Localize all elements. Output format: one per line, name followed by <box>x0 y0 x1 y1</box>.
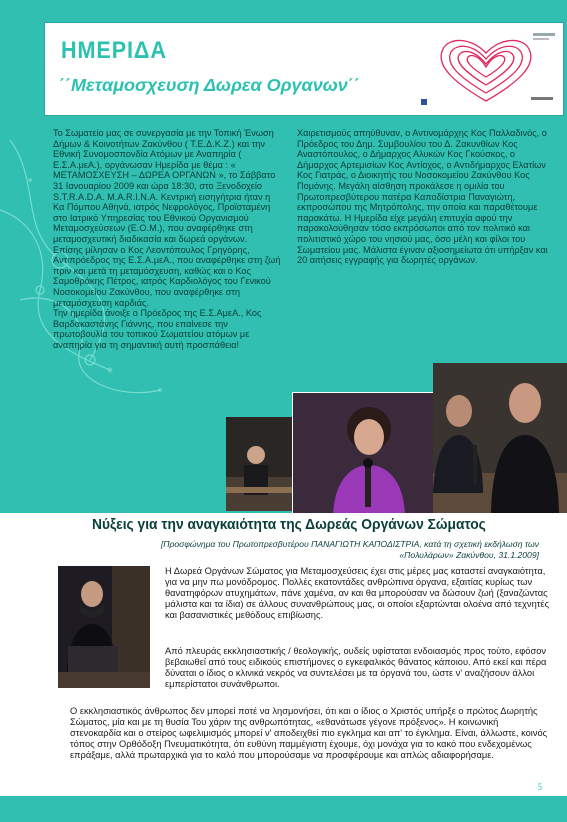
bottom-band <box>0 796 567 822</box>
fingerprint-heart-poster <box>413 27 559 111</box>
intro-paragraph: Την ημερίδα άνοιξε ο Πρόεδρος της Ε.Σ.ΑμεΑ., Κος Βαρδακαστάνης Γιάννης, που επαίνεσε την πρωτοβουλία του τοπικού Σωματείου ατόμων με αναπηρία για τη σημαντική αυτή προσπάθεια! <box>53 308 262 350</box>
header-banner <box>44 22 564 116</box>
page-number: 5 <box>537 782 542 792</box>
intro-paragraph: Επίσης μίλησαν ο Κος Λεοντόπουλος Γρηγόρης, Αντιπρόεδρος της Ε.Σ.Α.μεΑ., που αναφέρθηκε στη ζωή πριν και μετά τη μεταμόσχευση, καθώς και ο Κος Σαμοθράκης Πέτρος, ιατρός Καρδιολόγος του Γενικού Νοσοκομείου Ζακύνθου, που αναφέρθηκε στη μεταμόσχευση καρδιάς. <box>53 244 281 308</box>
page-title: ΗΜΕΡΙΔΑ <box>61 37 167 64</box>
intro-paragraph: Χαιρετισμούς απηύθυναν, ο Αντινομάρχης Κος Παλλαδινός, ο Πρόεδρος του Δημ. Συμβουλίου του Δ. Ζακυνθίων Κος Αναστόπουλος, ο Δήμαρχος Αλυκών Κος Γκούσκος, ο Δήμαρχος Αρτεμισίων Κος Αντίοχος, ο Αντιδήμαρχος Ελατίων Κος Γιατράς, ο Διοικητής του Νοσοκομείου Ζακύνθου Κος Πομόνης. Μεγάλη αίσθηση προκάλεσε η ομιλία του Πρωτοπρεσβύτερου πατέρα Καποδίστρια Παναγιώτη, εκπροσώπου της Μητρόπολης, την οποία και παραθέτουμε παρακάτω. Η Ημερίδα είχε μεγάλη επιτυχία αφού την παρακολούθησαν τόσο εκπρόσωποι από τον πολιτικό και πολιτιστικό χώρο του νησιού μας, όσο μέλη και φίλοι του Σωματείου μας. Μάλιστα έγιναν αξιοσημείωτα ότι υπήρξαν και 20 αιτήσεις εγγραφής για δωρητές οργάνων. <box>297 128 548 266</box>
article-caption: [Προσφώνημα του Πρωτοπρεσβυτέρου ΠΑΝΑΓΙΩΤΗ ΚΑΠΟΔΙΣΤΡΙΑ, κατά τη σχετική εκδήλωση των «Πολυλάρων» Ζακύνθου, 31.1.2009] <box>160 539 539 560</box>
intro-left-column <box>53 128 281 350</box>
article-title: Νύξεις για την αναγκαιότητα της Δωρεάς Οργάνων Σώματος <box>92 516 486 533</box>
article-paragraph: Η Δωρεά Οργάνων Σώματος για Μεταμοσχεύσεις έχει στις μέρες μας καταστεί αναγκαιότητα, για να μην πω μονόδρομος. Πολλές εκατοντάδες ανθρώπινα όργανα, εξαιτίας κυρίως των θανατηφόρων ατυχημάτων, πάνε χαμένα, αν και θα μπορούσαν να δώσουν ζωή (ξαναζώντας μάλιστα και τα ίδια) σε άλλους συνανθρώπους μας, οι οποίοι εξαρτώνται ολοένα από τεχνητές και βασανιστικές μεθόδους επιβίωσης. <box>165 566 550 620</box>
article-paragraph: Από πλευράς εκκλησιαστικής / θεολογικής, ουδείς υφίσταται ενδοιασμός προς τούτο, εφόσον βεβαιωθεί από τους ειδικούς επιστήμονες ο εγκεφαλικός θάνατος κάποιου. Από εκεί και πέρα δύναται ο ίδιος ο κλινικά νεκρός να συντελέσει με τα όργανά του, ώστε ν' αναζήσουν άλλοι εμπερίστατοι συνάνθρωποι. <box>165 646 547 689</box>
event-photo-speaker-man <box>433 363 567 518</box>
article-paragraph: Ο εκκλησιαστικός άνθρωπος δεν μπορεί ποτέ να λησμονήσει, ότι και ο ίδιος ο Χριστός υπήρξε ο πρώτος Δωρητής Σώματος, μία και με τη θυσία Του χάριν της ανθρωπότητας, «εθανάτωσε γέγονε πρόξενος». Η κοινωνική στενοκαρδία και ο στείρος ωφελιμισμός μπορεί ν' αποδειχθεί πιο εγκλημα και απ' το έγκλημα. Είναι, άλλωστε, κοινός τόπος στην Ορθόδοξη Πνευματικότητα, ότι ευθύνη παμμέγιστη έχουμε, όχι μονάχα για το κακό που ενδεχομένως επράξαμε, αλλά πρωταρχικά για το καλό που μπορούσαμε να προσφέρουμε και απλώς αδιαφορήσαμε. <box>70 706 548 760</box>
intro-paragraph: Το Σωματείο μας σε συνεργασία με την Τοπική Ένωση Δήμων & Κοινοτήτων Ζακύνθου ( Τ.Ε.Δ.Κ.Ζ.) και την Εθνική Συνομοσπονδία Ατόμων με Αναπηρία ( Ε.Σ.Α.μεΑ.), οργάνωσαν Ημερίδα με θέμα : « ΜΕΤΑΜΟΣΧΕΥΣΗ – ΔΩΡΕΑ ΟΡΓΑΝΩΝ », το Σάββατο 31 Ιανουαρίου 2009 και ώρα 18:30, στο Ξενοδοχείο S.T.R.A.D.A. M.A.R.I.N.A. Κεντρική εισηγήτρια ήταν η Κα Πόμπου Αθηνά, ιατρός Νεφρολόγος, Προϊσταμένη στο Ιατρικό Υπηρεσίας του Εθνικού Οργανισμού Μεταμοσχεύσεων (Ε.Ο.Μ.), που αναφέρθηκε στη μεταμοσχευτική διαδικασία και δωρεά οργάνων. <box>53 128 276 244</box>
intro-right-column <box>297 128 549 266</box>
event-photo-speaker-woman <box>292 392 442 520</box>
page-subtitle: ΄΄Μεταμοσχευση Δωρεα Οργανων΄΄ <box>59 75 360 95</box>
event-photo-priest <box>58 566 150 688</box>
